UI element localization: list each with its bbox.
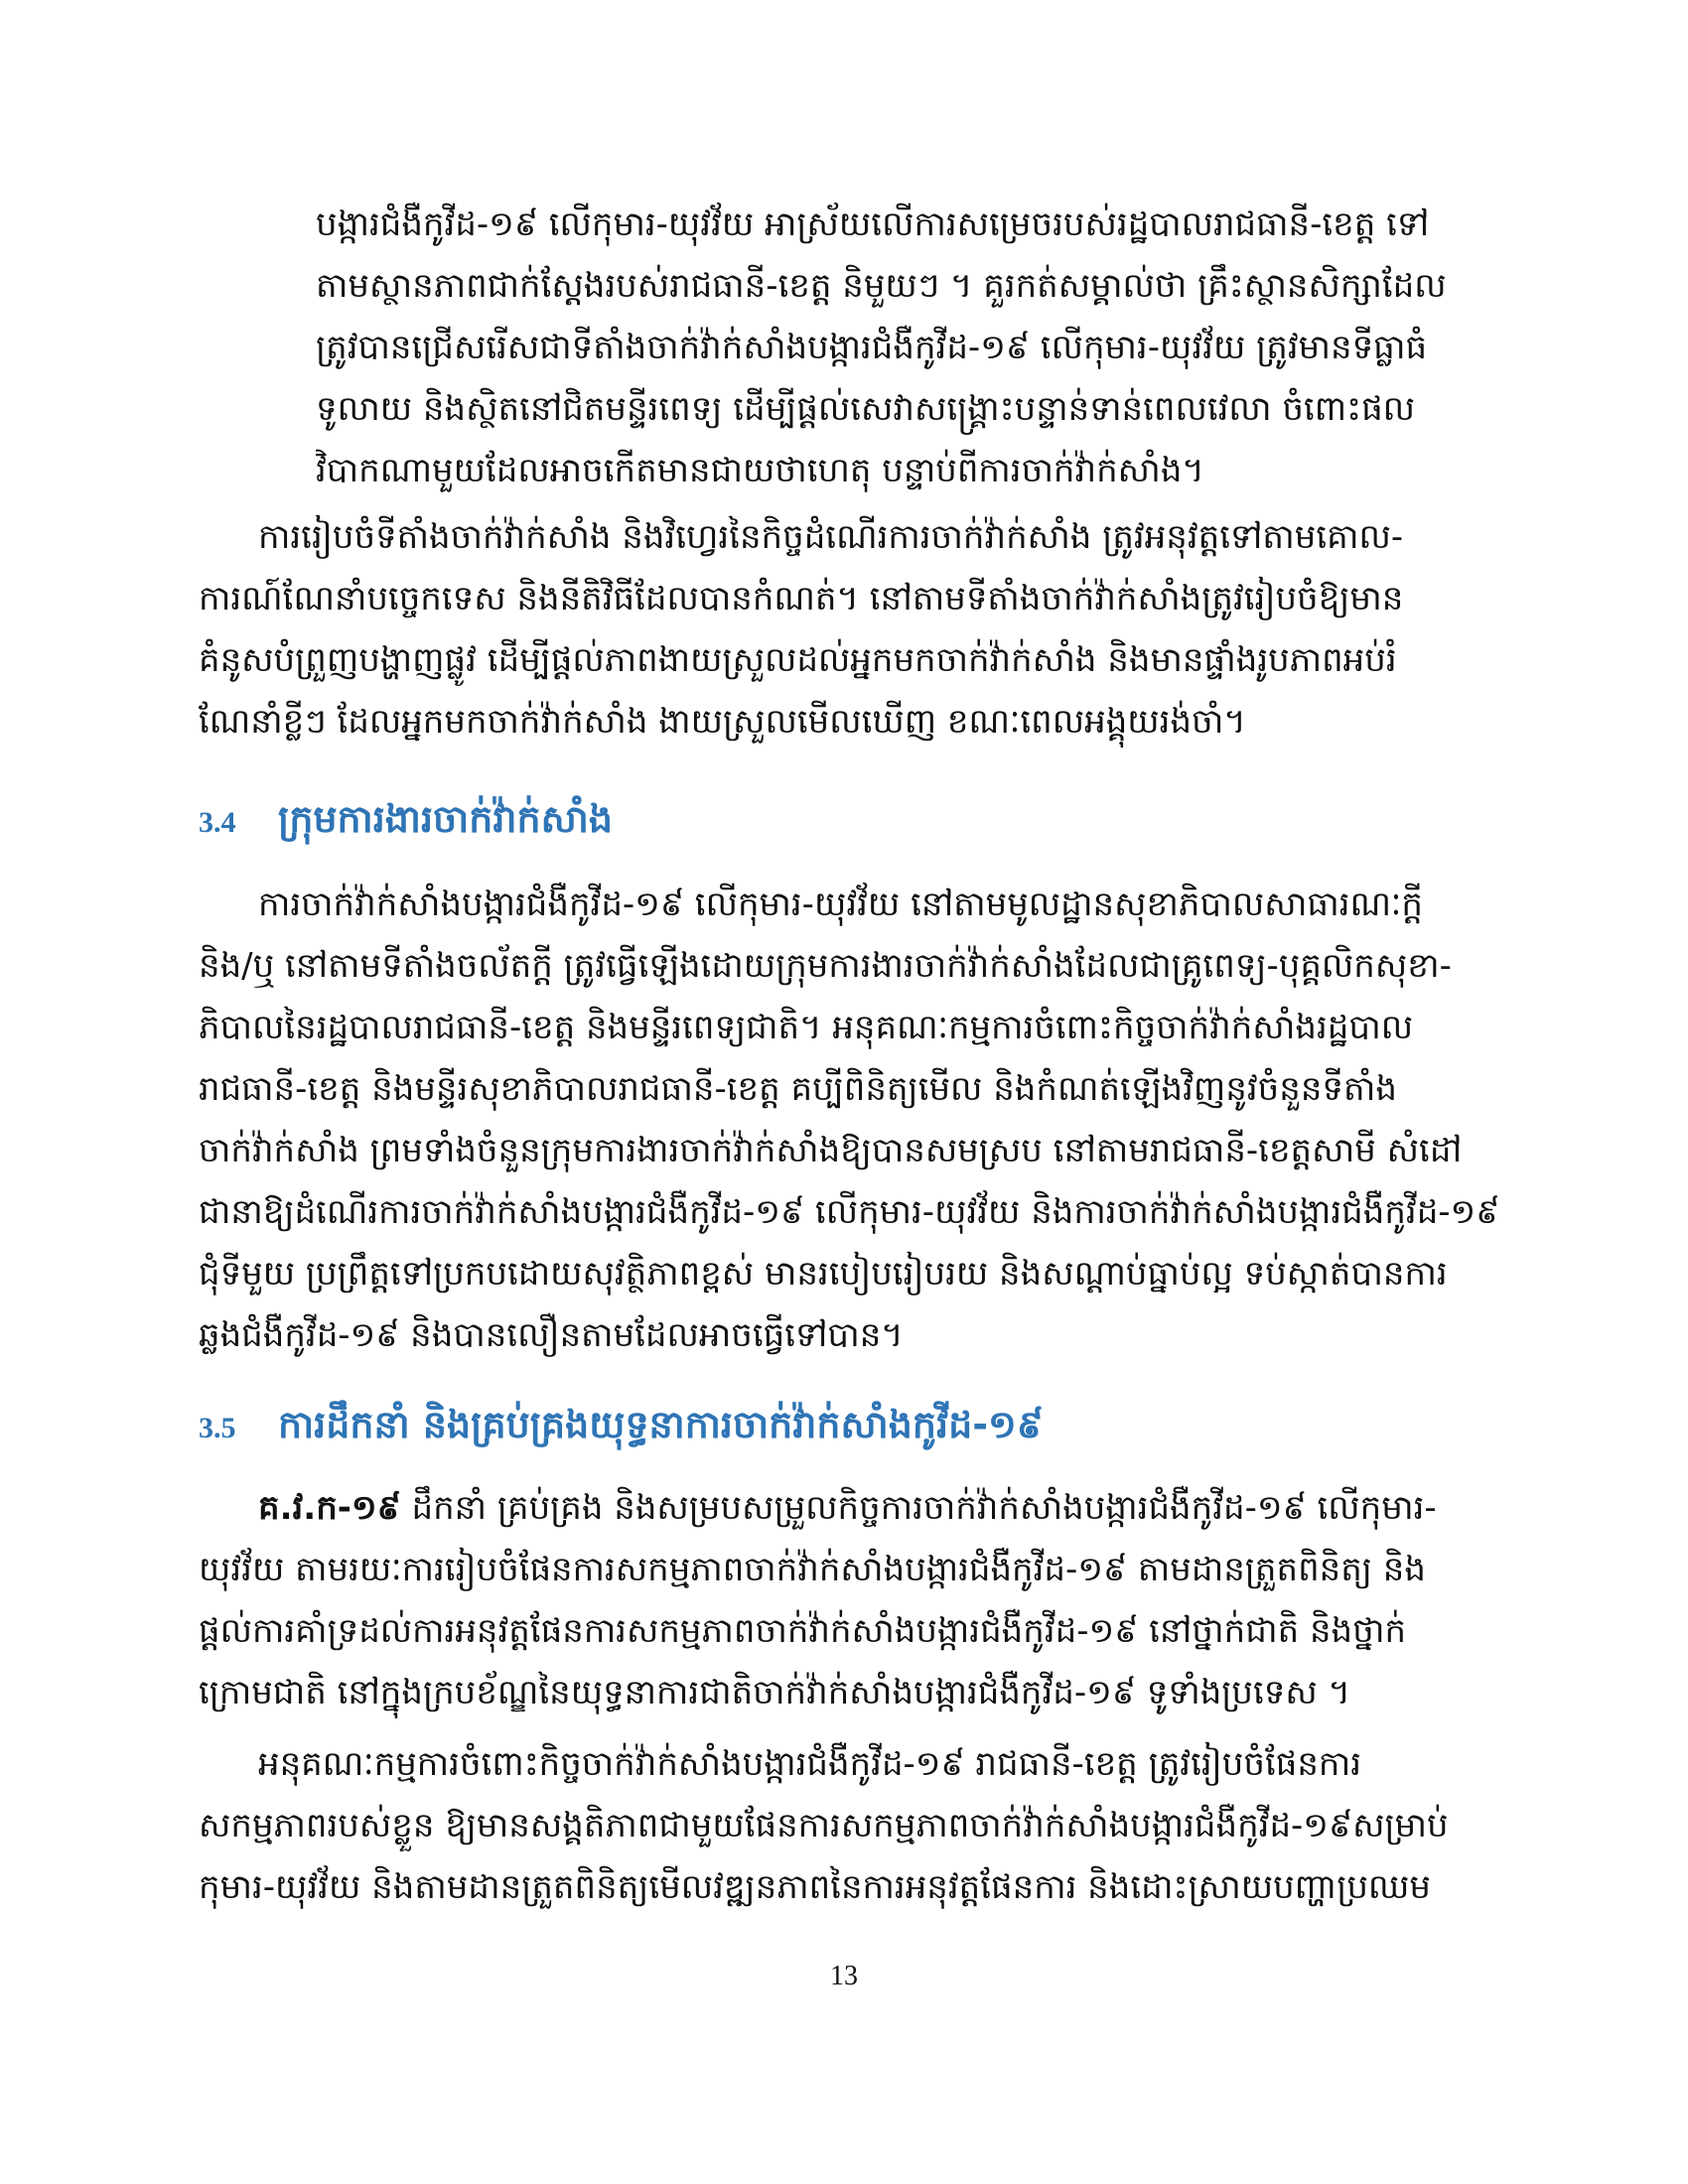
text-line: គំនូសបំព្រួញបង្ហាញផ្លូវ ដើម្បីផ្តល់ភាពងាយស្រួលដល់អ្នកមកចាក់វ៉ាក់សាំង និងមានផ្ទាំងរូបភាពអប់រំ bbox=[199, 640, 1397, 680]
text-line: ជានាឱ្យដំណើរការចាក់វ៉ាក់សាំងបង្ការជំងឺកូវីដ-១៩ លើកុមារ-យុវវ័យ និងការចាក់វ៉ាក់សាំងបង្ការជំងឺកូវីដ-១៩ bbox=[199, 1192, 1499, 1232]
section-title: ការដឹកនាំ និងគ្រប់គ្រងយុទ្ធនាការចាក់វ៉ាក់សាំងកូវីដ-១៩ bbox=[278, 1403, 1044, 1446]
text-line: ក្រោមជាតិ នៅក្នុងក្របខ័ណ្ឌនៃយុទ្ធនាការជាតិចាក់វ៉ាក់សាំងបង្ការជំងឺកូវីដ-១៩ ទូទាំងប្រទេស ។ bbox=[199, 1673, 1350, 1712]
text-line: ណែនាំខ្លីៗ ដែលអ្នកមកចាក់វ៉ាក់សាំង ងាយស្រួលមើលឃើញ ខណៈពេលអង្គុយរង់ចាំ។ bbox=[199, 702, 1246, 742]
text-line: បង្ការជំងឺកូវីដ-១៩ លើកុមារ-យុវវ័យ អាស្រ័យលើការសម្រេចរបស់រដ្ឋបាលរាជធានី-ខេត្ត ទៅ bbox=[316, 205, 1430, 244]
section-heading bbox=[199, 1390, 1499, 1459]
text-line: ត្រូវបានជ្រើសរើសជាទីតាំងចាក់វ៉ាក់សាំងបង្ការជំងឺកូវីដ-១៩ លើកុមារ-យុវវ័យ ត្រូវមានទីធ្លាធំ bbox=[316, 328, 1428, 367]
text-line: ការចាក់វ៉ាក់សាំងបង្ការជំងឺកូវីដ-១៩ លើកុមារ-យុវវ័យ នៅតាមមូលដ្ឋានសុខាភិបាលសាធារណៈក្តី bbox=[258, 885, 1423, 924]
section-number: 3.5 bbox=[199, 1412, 236, 1444]
section-title: ក្រុមការងារចាក់វ៉ាក់សាំង bbox=[278, 797, 613, 841]
lead-abbreviation: គ.វ.ក-១៩ bbox=[258, 1488, 401, 1528]
text-line bbox=[258, 1477, 1499, 1539]
text-line: វិបាកណាមួយដែលអាចកើតមានជាយថាហេតុ បន្ទាប់ពីការចាក់វ៉ាក់សាំង។ bbox=[316, 451, 1204, 490]
text-line: ភិបាលនៃរដ្ឋបាលរាជធានី-ខេត្ត និងមន្ទីរពេទ្យជាតិ។ អនុគណៈកម្មការចំពោះកិច្ចចាក់វ៉ាក់សាំងរដ្ឋបាល bbox=[199, 1008, 1414, 1047]
text-line: អនុគណៈកម្មការចំពោះកិច្ចចាក់វ៉ាក់សាំងបង្ការជំងឺកូវីដ-១៩ រាជធានី-ខេត្ត ត្រូវរៀបចំផែនការ bbox=[258, 1744, 1362, 1784]
section-number: 3.4 bbox=[199, 806, 236, 839]
text-line: ការរៀបចំទីតាំងចាក់វ៉ាក់សាំង និងវិហ្វេរនៃកិច្ចដំណើរការចាក់វ៉ាក់សាំង ត្រូវអនុវត្តទៅតាមគោល- bbox=[258, 517, 1404, 557]
text-line: ជុំទីមួយ ប្រព្រឹត្តទៅប្រកបដោយសុវត្ថិភាពខ្ពស់ មានរបៀបរៀបរយ និងសណ្តាប់ធ្នាប់ល្អ ទប់ស្កាត់បានការ bbox=[199, 1254, 1448, 1294]
text-line: ឆ្លងជំងឺកូវីដ-១៩ និងបានលឿនតាមដែលអាចធ្វើទៅបាន។ bbox=[199, 1315, 904, 1355]
text-line: កុមារ-យុវវ័យ និងតាមដានត្រួតពិនិត្យមើលវឌ្ឍនភាពនៃការអនុវត្តផែនការ និងដោះស្រាយបញ្ហាប្រឈម bbox=[199, 1867, 1431, 1907]
text-line: តាមស្ថានភាពជាក់ស្តែងរបស់រាជធានី-ខេត្ត និមួយៗ ។ គួរកត់សម្គាល់ថា គ្រឹះស្ថានសិក្សាដែល bbox=[316, 266, 1447, 306]
text-line: និង/ឬ នៅតាមទីតាំងចល័តក្តី ត្រូវធ្វើឡើងដោយក្រុមការងារចាក់វ៉ាក់សាំងដែលជាគ្រូពេទ្យ-បុគ្គលិកសុខា- bbox=[199, 946, 1452, 986]
page-number: 13 bbox=[830, 1961, 858, 1991]
text-line: សកម្មភាពរបស់ខ្លួន ឱ្យមានសង្គតិភាពជាមួយផែនការសកម្មភាពចាក់វ៉ាក់សាំងបង្ការជំងឺកូវីដ-១៩សម្រាប់ bbox=[199, 1806, 1449, 1845]
text-line: រាជធានី-ខេត្ត និងមន្ទីរសុខាភិបាលរាជធានី-ខេត្ត គប្បីពិនិត្យមើល និងកំណត់ឡើងវិញនូវចំនួនទីតាំង bbox=[199, 1069, 1397, 1109]
section-heading bbox=[199, 784, 1499, 854]
text-line: យុវវ័យ តាមរយៈការរៀបចំផែនការសកម្មភាពចាក់វ៉ាក់សាំងបង្ការជំងឺកូវីដ-១៩ តាមដានត្រួតពិនិត្យ និង bbox=[199, 1550, 1426, 1589]
text-line: ផ្តល់ការគាំទ្រដល់ការអនុវត្តផែនការសកម្មភាពចាក់វ៉ាក់សាំងបង្ការជំងឺកូវីដ-១៩ នៅថ្នាក់ជាតិ និងថ្នាក់ bbox=[199, 1611, 1407, 1651]
text-line: ការណ៍ណែនាំបច្ចេកទេស និងនីតិវិធីដែលបានកំណត់។ នៅតាមទីតាំងចាក់វ៉ាក់សាំងត្រូវរៀបចំឱ្យមាន bbox=[199, 579, 1404, 618]
text-line: ទូលាយ និងស្ថិតនៅជិតមន្ទីរពេទ្យ ដើម្បីផ្តល់សេវាសង្គ្រោះបន្ទាន់ទាន់ពេលវេលា ចំពោះផល bbox=[316, 389, 1416, 429]
line-text: ដឹកនាំ គ្រប់គ្រង និងសម្របសម្រួលកិច្ចការចាក់វ៉ាក់សាំងបង្ការជំងឺកូវីដ-១៩ លើកុមារ- bbox=[400, 1488, 1437, 1528]
text-line: ចាក់វ៉ាក់សាំង ព្រមទាំងចំនួនក្រុមការងារចាក់វ៉ាក់សាំងឱ្យបានសមស្រប នៅតាមរាជធានី-ខេត្តសាមី សំដៅ bbox=[199, 1131, 1463, 1170]
